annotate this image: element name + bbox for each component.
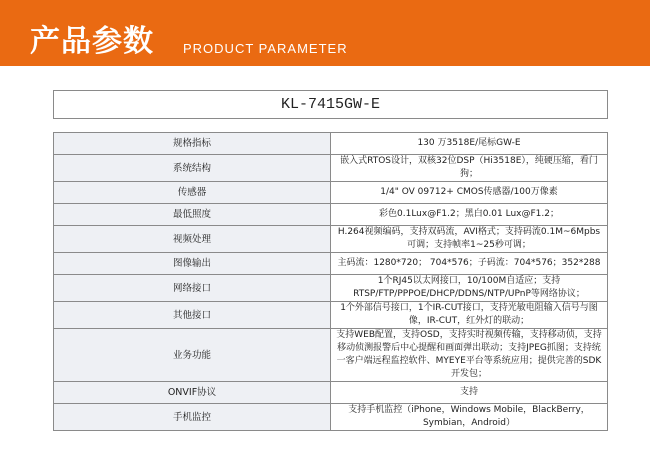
spec-label: 业务功能 xyxy=(54,329,331,382)
spacer-row xyxy=(54,119,608,133)
spec-row xyxy=(54,404,608,431)
header-title-en: PRODUCT PARAMETER xyxy=(183,41,348,56)
spec-label: 其他接口 xyxy=(54,302,331,329)
spec-row xyxy=(54,329,608,382)
spec-value: 支持 xyxy=(331,382,608,404)
spec-row xyxy=(54,302,608,329)
spec-label: 系统结构 xyxy=(54,155,331,182)
spec-value: 1个外部信号接口，1个IR-CUT接口，支持光敏电阻输入信号与图像，IR-CUT，红外灯的联动； xyxy=(331,302,608,329)
spec-row xyxy=(54,275,608,302)
spec-row xyxy=(54,226,608,253)
page-header xyxy=(0,0,650,66)
spec-label: 最低照度 xyxy=(54,204,331,226)
spec-label: 规格指标 xyxy=(54,133,331,155)
spec-row xyxy=(54,133,608,155)
spec-label: 网络接口 xyxy=(54,275,331,302)
spec-value: 1个RJ45以太网接口，10/100M自适应；支持RTSP/FTP/PPPOE/DHCP/DDNS/NTP/UPnP等网络协议； xyxy=(331,275,608,302)
spec-value: 1/4" OV 09712+ CMOS传感器/100万像素 xyxy=(331,182,608,204)
spec-value: 嵌入式RTOS设计，双核32位DSP（Hi3518E），纯硬压缩，看门狗； xyxy=(331,155,608,182)
header-title-cn: 产品参数 xyxy=(30,24,154,59)
spec-label: 图像输出 xyxy=(54,253,331,275)
spec-row xyxy=(54,253,608,275)
model-name: KL-7415GW-E xyxy=(54,91,608,119)
spec-row xyxy=(54,382,608,404)
spec-row xyxy=(54,204,608,226)
spec-row xyxy=(54,182,608,204)
spec-value: 支持手机监控（iPhone，Windows Mobile，BlackBerry，Symbian，Android） xyxy=(331,404,608,431)
spec-value: 主码流：1280*720； 704*576；子码流：704*576；352*288 xyxy=(331,253,608,275)
spec-row xyxy=(54,155,608,182)
spec-label: 手机监控 xyxy=(54,404,331,431)
spec-label: ONVIF协议 xyxy=(54,382,331,404)
spec-value: 支持WEB配置，支持OSD，支持实时视频传输，支持移动侦，支持移动侦测报警后中心提醒和画面弹出联动；支持JPEG抓图；支持统一客户端远程监控软件、MYEYE平台等系统应用；提供完善的SDK开发包； xyxy=(331,329,608,382)
spec-value: 彩色0.1Lux@F1.2；黑白0.01 Lux@F1.2； xyxy=(331,204,608,226)
spec-label: 视频处理 xyxy=(54,226,331,253)
spec-value: 130 万3518E/尾标GW-E xyxy=(331,133,608,155)
spec-table xyxy=(53,90,608,431)
spec-value: H.264视频编码，支持双码流，AVI格式；支持码流0.1M~6Mpbs可调；支持帧率1~25秒可调； xyxy=(331,226,608,253)
spec-label: 传感器 xyxy=(54,182,331,204)
model-row xyxy=(54,91,608,119)
